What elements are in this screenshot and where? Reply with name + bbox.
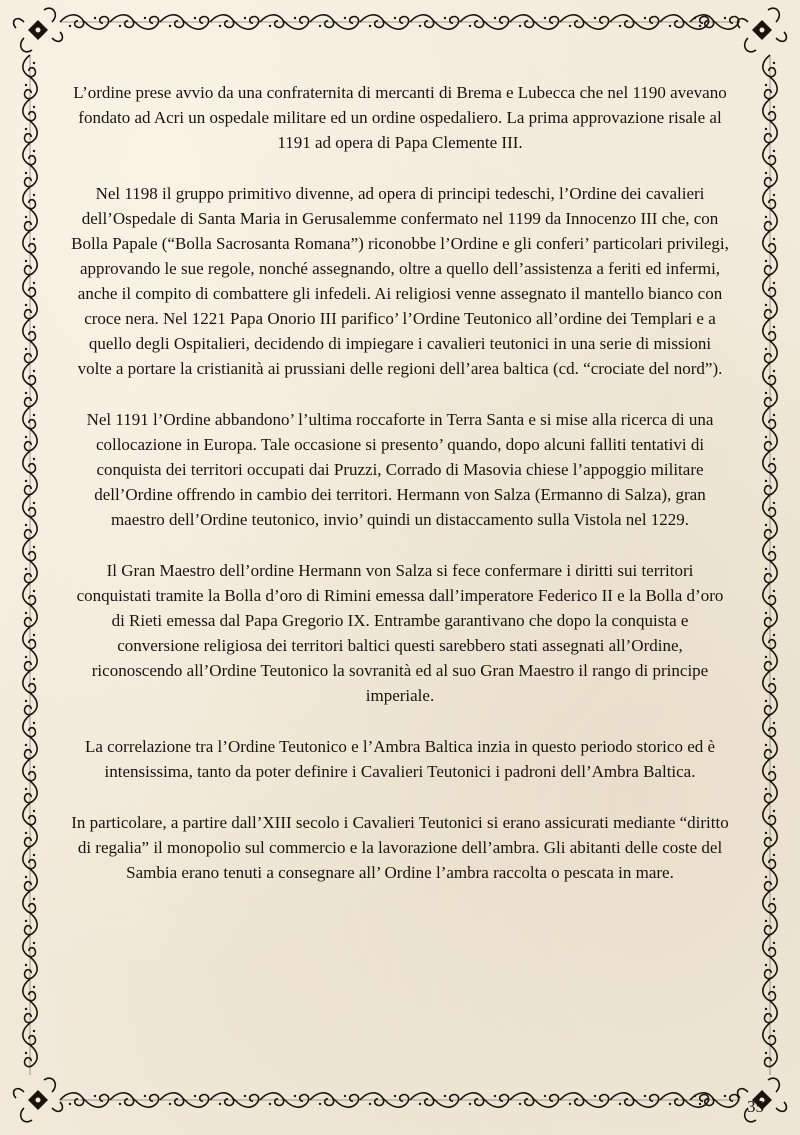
border-top	[60, 15, 740, 29]
corner-bottom-left-flourish-icon	[14, 1078, 63, 1122]
paragraph-3: Nel 1191 l’Ordine abbandono’ l’ultima roccaforte in Terra Santa e si mise alla ricerca di una collocazione in Europa. Tale occasione si presento’ quando, dopo alcuni falliti tentativi di conquista dei territori occupati dai Pruzzi, Corrado di Masovia chiese l’appoggio militare dell’Ordine offrendo in cambio dei territori. Hermann von Salza (Ermanno di Salza), gran maestro dell’Ordine teutonico, invio’ quindi un distaccamento sulla Vistola nel 1229.	[86, 410, 714, 529]
border-right	[763, 55, 777, 1075]
corner-top-left-flourish-icon	[14, 8, 63, 52]
border-bottom	[60, 1093, 740, 1107]
paragraph-4: Il Gran Maestro dell’ordine Hermann von Salza si fece confermare i diritti sui territori conquistati tramite la Bolla d’oro di Rimini emessa dall’imperatore Federico II e la Bolla d’oro di Rieti emessa dal Papa Gregorio IX. Entrambe garantivano che dopo la conquista e conversione religiosa dei territori baltici questi sarebbero stati assegnati all’Ordine, riconoscendo all’Ordine Teutonico la sovranità ed al suo Gran Maestro il rango di principe imperiale.	[76, 561, 724, 705]
paragraph-6: In particolare, a partire dall’XIII secolo i Cavalieri Teutonici si erano assicurati mediante “diritto di regalia” il monopolio sul commercio e la lavorazione dell’ambra. Gli abitanti delle coste del Sambia erano tenuti a consegnare all’ Ordine l’ambra raccolta o pescata in mare.	[71, 813, 729, 882]
paragraph-5: La correlazione tra l’Ordine Teutonico e l’Ambra Baltica inzia in questo periodo storico ed è intensissima, tanto da poter definire i Cavalieri Teutonici i padroni dell’Ambra Baltica.	[84, 737, 716, 781]
paragraph-2: Nel 1198 il gruppo primitivo divenne, ad opera di principi tedeschi, l’Ordine dei cavalieri dell’Ospedale di Santa Maria in Gerusalemme confermato nel 1199 da Innocenzo III che, con Bolla Papale (“Bolla Sacrosanta Romana”) riconobbe l’Ordine e gli conferi’ particolari privilegi, approvando le sue regole, nonché assegnando, oltre a quello dell’assistenza a feriti ed infermi, anche il compito di combattere gli infedeli. Ai religiosi venne assegnato il mantello bianco con croce nera. Nel 1221 Papa Onorio III parifico’ l’Ordine Teutonico all’ordine dei Templari e a quello degli Ospitalieri, decidendo di impiegare i cavalieri teutonici in una serie di missioni volte a portare la cristianità ai prussiani delle regioni dell’area baltica (cd. “crociate del nord”).	[71, 184, 729, 378]
paragraph-1: L’ordine prese avvio da una confraternita di mercanti di Brema e Lubecca che nel 1190 avevano fondato ad Acri un ospedale militare ed un ordine ospedaliero. La prima approvazione risale al 1191 ad opera di Papa Clemente III.	[73, 83, 727, 152]
corner-top-right-flourish-icon	[738, 8, 787, 52]
page-number: 35	[747, 1097, 764, 1116]
border-left	[23, 55, 37, 1075]
page-body	[70, 80, 730, 911]
